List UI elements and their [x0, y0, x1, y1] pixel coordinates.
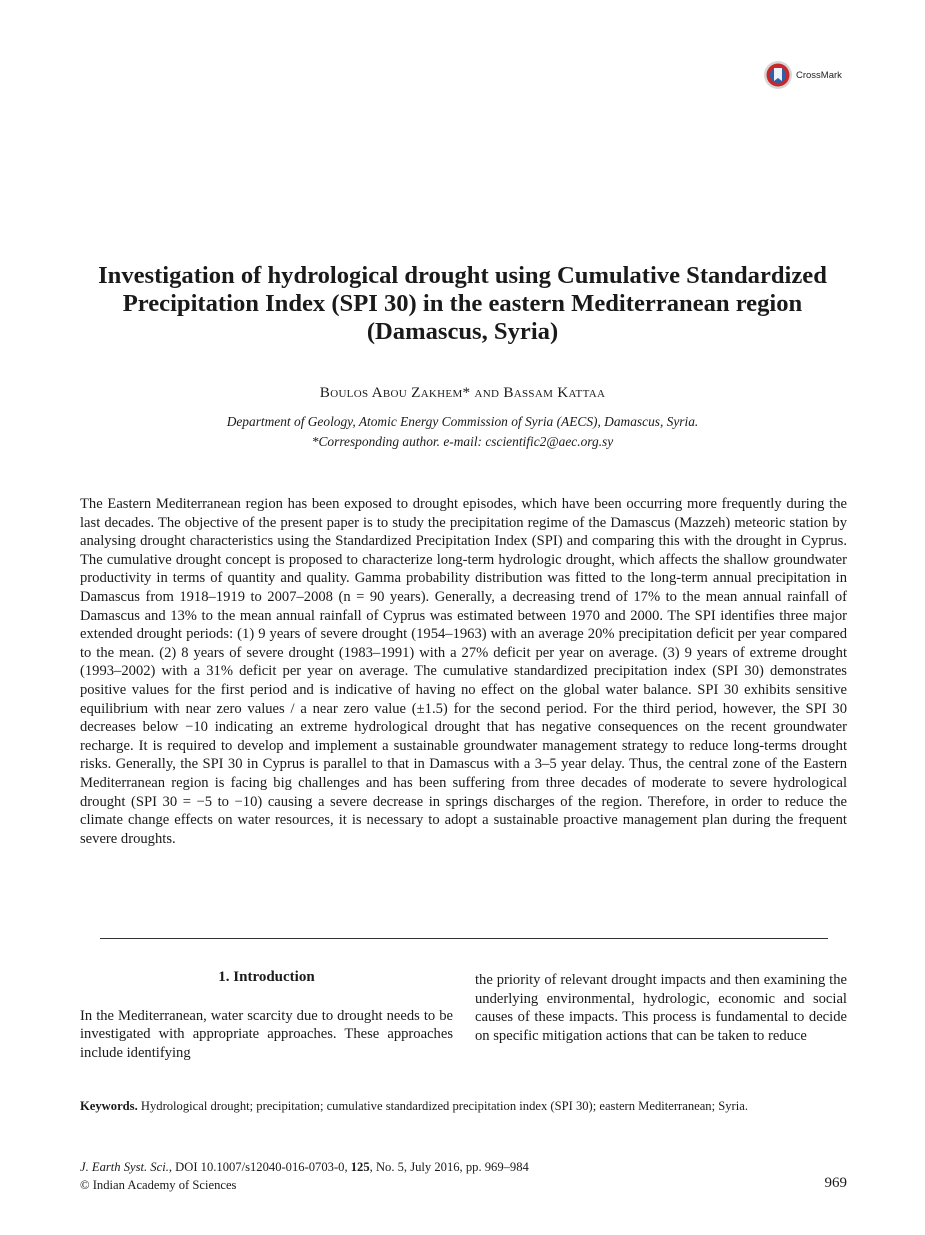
journal-name: J. Earth Syst. Sci.: [80, 1160, 169, 1174]
copyright-line: © Indian Academy of Sciences: [80, 1178, 237, 1192]
keywords-block: [80, 1097, 847, 1115]
crossmark-icon: [763, 60, 793, 90]
abstract-text: The Eastern Mediterranean region has been exposed to drought episodes, which have been occurring more frequently during the last decades. The objective of the present paper is to study the precipitation regime of the Damascus (Mazzeh) meteoric station by analysing drought characteristics using the Standardized Precipitation Index (SPI) and comparing this with the drought in Cyprus. The cumulative drought concept is proposed to characterize long-term hydrologic drought, which affects the shallow groundwater productivity in terms of quantity and quality. Gamma probability distribution was fitted to the long-term annual precipitation in Damascus from 1918–1919 to 2007–2008 (n = 90 years). Generally, a decreasing trend of 17% to the mean annual rainfall of Damascus and 13% to the mean annual rainfall of Cyprus was estimated between 1970 and 2000. The SPI identifies three major extended drought periods: (1) 9 years of severe drought (1954–1963) with an average 20% precipitation deficit per year compared to the mean. (2) 8 years of severe drought (1983–1991) with a 27% deficit per year on average. (3) 9 years of extreme drought (1993–2002) with a 31% deficit per year on average. The cumulative standardized precipitation index (SPI 30) demonstrates positive values for the first period and is indicative of having no effect on the global water balance. SPI 30 exhibits sensitive equilibrium with near zero values / a near zero value (±1.5) for the second period. For the third period, however, the SPI 30 decreases below −10 indicating an extreme hydrological drought that has negative consequences on the recent groundwater recharge. It is required to develop and implement a sustainable groundwater management strategy to reduce long-terms drought risks. Generally, the SPI 30 in Cyprus is parallel to that in Damascus with a 3–5 year delay. Thus, the central zone of the Eastern Mediterranean region is facing big challenges and has been suffering from three decades of moderate to severe hydrological drought (SPI 30 = −5 to −10) causing a severe decrease in springs discharges of the region. Therefore, in order to reduce the climate change effects on water resources, it is necessary to adopt a sustainable proactive management plan during the frequent severe droughts.: [80, 496, 847, 847]
doi-text: , DOI 10.1007/s12040-016-0703-0,: [168, 1160, 351, 1174]
keywords-text: Hydrological drought; precipitation; cumulative standardized precipitation index (SPI 30); eastern Mediterranean; Syria.: [140, 1099, 748, 1113]
author-list: Boulos Abou Zakhem* and Bassam Kattaa: [319, 384, 606, 401]
introduction-paragraph-right: the priority of relevant drought impacts and then examining the underlying environmental, hydrologic, economic and social causes of these impacts. This process is fundamental to decide on specific mitigation actions that can be taken to reduce: [475, 972, 847, 1044]
section-heading-introduction: 1. Introduction: [218, 969, 315, 985]
section-divider: [100, 938, 828, 939]
issue-text: , No. 5, July 2016, pp. 969–984: [369, 1160, 529, 1174]
affiliation-department: Department of Geology, Atomic Energy Commission of Syria (AECS), Damascus, Syria.: [226, 414, 699, 429]
corresponding-author: *Corresponding author. e-mail: cscientific2@aec.org.sy: [311, 434, 614, 449]
volume-number: 125: [350, 1160, 370, 1174]
crossmark-label: CrossMark: [796, 69, 842, 81]
citation-line: [80, 1158, 847, 1176]
page-number: 969: [824, 1175, 847, 1191]
crossmark-badge[interactable]: [763, 59, 849, 91]
paper-title: Investigation of hydrological drought using Cumulative Standardized Precipitation Index (SPI 30) in the eastern Mediterranean region (Damascus, Syria): [98, 262, 827, 345]
introduction-left-column: [80, 968, 453, 1062]
keywords-label: Keywords.: [80, 1099, 138, 1113]
introduction-paragraph-left: In the Mediterranean, water scarcity due to drought needs to be investigated with appropriate approaches. These approaches include identifying: [80, 1007, 453, 1061]
affiliation-block: [60, 412, 865, 452]
journal-footer: [80, 1158, 847, 1194]
